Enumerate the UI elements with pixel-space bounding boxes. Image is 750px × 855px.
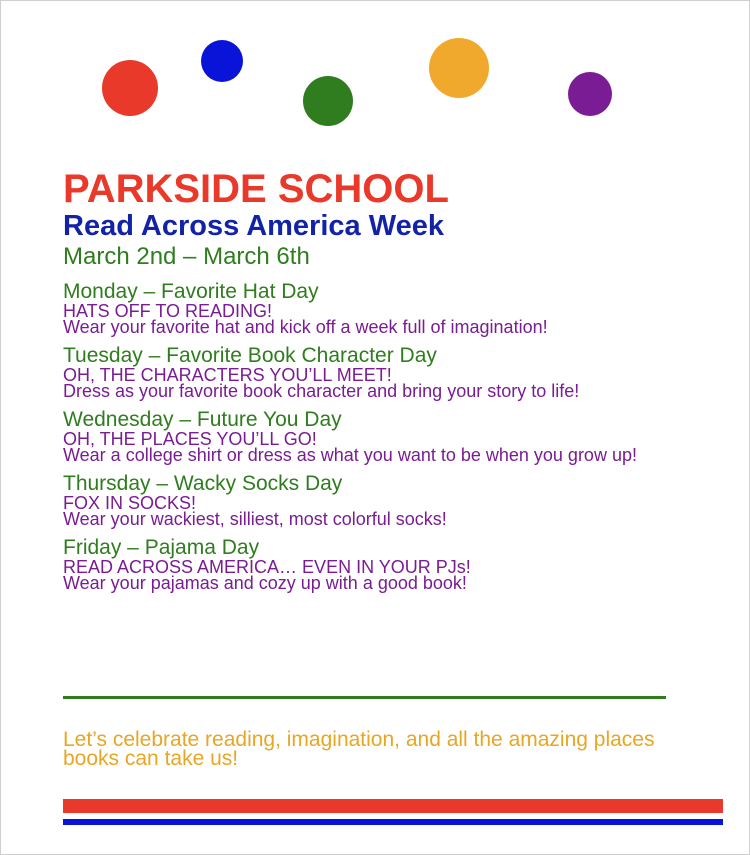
blue-footer-bar [63,819,723,825]
closing-message: Let’s celebrate reading, imagination, and all the amazing places books can take us! [63,728,655,770]
school-title: PARKSIDE SCHOOL [63,167,449,211]
purple-dot-decoration [568,72,612,116]
day-theme: OH, THE CHARACTERS YOU’LL MEET! [63,365,392,385]
day-thursday [63,473,703,527]
day-theme: HATS OFF TO READING! [63,301,273,321]
orange-dot-decoration [429,38,489,98]
day-name: Monday – Favorite Hat Day [63,280,319,303]
blue-dot-decoration [201,40,243,82]
day-theme: FOX IN SOCKS! [63,493,197,513]
day-name: Wednesday – Future You Day [63,408,342,431]
day-theme: READ ACROSS AMERICA… EVEN IN YOUR PJs! [63,557,471,577]
green-divider [63,696,666,699]
day-tuesday [63,345,703,399]
red-dot-decoration [102,60,158,116]
day-list [63,281,703,591]
day-name: Thursday – Wacky Socks Day [63,472,343,495]
day-name: Friday – Pajama Day [63,536,260,559]
red-footer-bar [63,799,723,813]
day-monday [63,281,703,335]
day-name: Tuesday – Favorite Book Character Day [63,344,437,367]
day-description: Wear your pajamas and cozy up with a good book! [63,573,467,593]
day-description: Wear your favorite hat and kick off a week full of imagination! [63,317,548,337]
flyer-content [63,167,703,601]
day-description: Wear a college shirt or dress as what you want to be when you grow up! [63,445,637,465]
event-dates: March 2nd – March 6th [63,243,310,270]
green-dot-decoration [303,76,353,126]
day-friday [63,537,703,591]
day-wednesday [63,409,703,463]
day-theme: OH, THE PLACES YOU’LL GO! [63,429,317,449]
event-title: Read Across America Week [63,210,444,242]
day-description: Wear your wackiest, silliest, most colorful socks! [63,509,447,529]
day-description: Dress as your favorite book character and bring your story to life! [63,381,580,401]
